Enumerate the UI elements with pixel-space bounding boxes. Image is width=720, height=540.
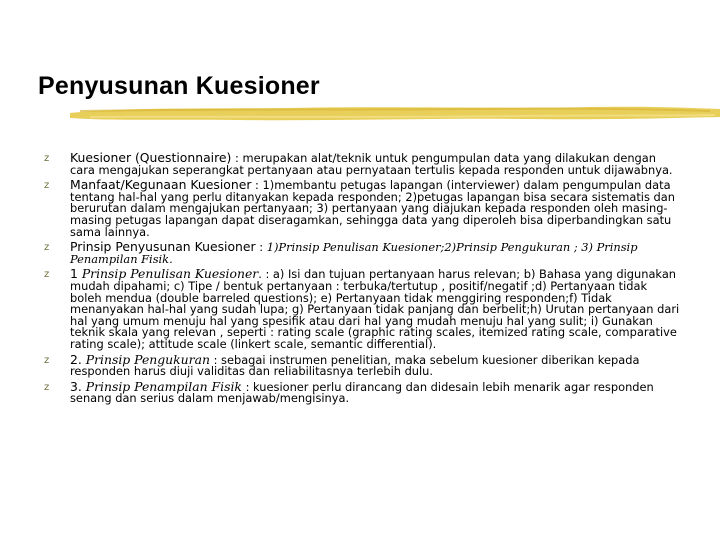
- item-lead: Prinsip Penyusunan Kuesioner: [70, 239, 256, 255]
- bullet-icon: z: [44, 354, 50, 366]
- bullet-icon: z: [44, 242, 50, 254]
- item-text: : sebagai instrumen penelitian, maka sebelum kuesioner diberikan kepada responden harus diuji validitas dan reliabilitasnya terlebih dulu.: [70, 352, 640, 379]
- item-text: : merupakan alat/teknik untuk pengumpulan data yang dilakukan dengan cara mengajukan seperangkat pertanyaan atau pernyataan tertulis kepada responden untuk dijawabnya.: [70, 151, 673, 177]
- list-item: [44, 351, 680, 379]
- item-lead: 3.: [70, 378, 86, 394]
- bullet-icon: z: [44, 269, 50, 281]
- bullet-icon: z: [44, 153, 50, 164]
- list-item: [44, 179, 680, 238]
- item-lead-italic: Prinsip Penulisan Kuesioner: [81, 266, 259, 282]
- title-underline-brush: [70, 103, 720, 125]
- item-lead-italic: Prinsip Pengukuran: [85, 351, 210, 367]
- item-lead-italic: Prinsip Penampilan Fisik: [85, 378, 242, 394]
- item-lead: Manfaat/Kegunaan Kuesioner: [70, 177, 252, 193]
- list-item: [44, 152, 680, 176]
- item-text: :: [255, 240, 267, 255]
- bullet-icon: z: [44, 381, 50, 393]
- bullet-list: [44, 152, 680, 408]
- list-item: [44, 241, 680, 265]
- item-lead: 1: [70, 266, 82, 282]
- item-lead: Kuesioner (Questionnaire): [70, 150, 232, 165]
- list-item: [44, 378, 680, 406]
- item-text: : kuesioner perlu dirancang dan didesain lebih menarik agar responden senang dan serius dalam menjawab/mengisinya.: [70, 379, 654, 406]
- bullet-icon: z: [44, 180, 50, 192]
- slide-title: Penyusunan Kuesioner: [38, 72, 320, 100]
- item-lead: 2.: [70, 351, 86, 367]
- item-text: . : a) Isi dan tujuan pertanyaan harus relevan; b) Bahasa yang digunakan mudah dipahami; c) Tipe / bentuk pertanyaan : terbuka/tertutup , positif/negatif ;d) Pertanyaan tidak boleh mendua (double barreled questions); e) Pertanyaan tidak menggiring responden;f) Tidak menanyakan hal-hal yang sudah lupa; g) Pertanyaan tidak panjang dan berbelit;h) Urutan pertanyaan dari hal yang umum menuju hal yang spesifik atau dari hal yang mudah menuju hal yang sulit; i) Gunakan teknik skala yang relevan , seperti : rating scale (graphic rating scales, itemized rating scale, comparative rating scale); attitude scale (linkert scale, semantic differential).: [70, 267, 680, 351]
- list-item: [44, 268, 680, 350]
- item-italic-text: 1)Prinsip Penulisan Kuesioner;2)Prinsip Pengukuran ; 3) Prinsip Penampilan Fisik.: [70, 240, 638, 266]
- item-text: : 1)membantu petugas lapangan (interviewer) dalam pengumpulan data tentang hal-hal yang perlu ditanyakan kepada responden; 2)petugas lapangan bisa secara sistematis dan berurutan dalam mengajukan pertanyaan; 3) pertanyaan yang diajukan kepada responden oleh masing-masing petugas lapangan dapat diseragamkan, sehingga data yang diperoleh bisa diperbandingkan satu sama lainnya.: [70, 178, 675, 239]
